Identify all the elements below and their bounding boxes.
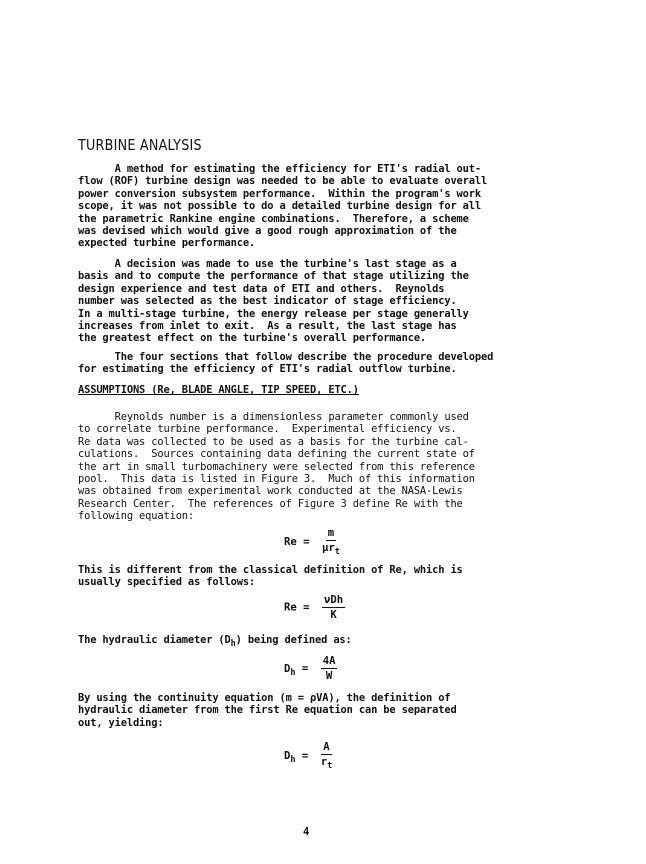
equation-re-classical [284, 594, 345, 621]
paragraph-intro: A method for estimating the efficiency for ETI's radial out- flow (ROF) turbine design was needed to be able to evaluate overall power conversion subsystem performance. Within the program's work scope, it was not possible to do a detailed turbine design for all the parametric Rankine engine combinations. Therefore, a scheme was devised which would give a good rough approximation of the expected turbine performance. [78, 163, 488, 250]
equation-fraction [322, 527, 340, 557]
lhs-main: D [284, 750, 291, 762]
equation-numerator: m [327, 527, 335, 539]
equation-lhs: Re [284, 536, 297, 548]
equation-equals: = [303, 601, 310, 614]
denominator-subscript: t [327, 761, 333, 771]
equation-fraction [321, 741, 333, 771]
paragraph-sections: The four sections that follow describe the procedure developed for estimating the efficiency of ETI's radial outflow turbine. [78, 351, 494, 376]
paragraph-decision: A decision was made to use the turbine's last stage as a basis and to compute the performance of that stage utilizing the design experience and test data of ETI and others. Reynolds number was selected as the best indicator of stage efficiency. In a multi-stage turbine, the energy release per stage generally increases from inlet to exit. As a result, the last stage has the greatest effect on the turbine's overall performance. [78, 258, 469, 345]
equation-lhs [284, 750, 296, 765]
denominator-main: μr [321, 542, 335, 554]
equation-equals: = [301, 750, 309, 762]
section-heading: TURBINE ANALYSIS [78, 136, 202, 154]
equation-equals: = [301, 662, 309, 675]
equation-numerator: 4A [322, 655, 336, 667]
equation-fraction [321, 655, 338, 682]
equation-denominator: W [325, 670, 333, 682]
page-number: 4 [303, 826, 310, 838]
equation-numerator: A [323, 741, 330, 753]
paragraph-classical: This is different from the classical definition of Re, which is usually specified as follows: [78, 564, 463, 589]
equation-denominator [321, 755, 333, 771]
hydraulic-text-before: The hydraulic diameter (D [78, 634, 231, 646]
equation-lhs [284, 662, 296, 678]
lhs-subscript: h [290, 667, 296, 678]
equation-re-definition [284, 527, 340, 557]
equation-equals: = [303, 536, 310, 548]
denominator-subscript: t [334, 547, 340, 557]
paragraph-reynolds: Reynolds number is a dimensionless parameter commonly used to correlate turbine performance. Experimental efficiency vs. Re data was collected to be used as a basis for the turbine cal- culations. Sources containing data defining the current state of the art in small turbomachinery were selected from this reference pool. This data is listed in Figure 3. Much of this information was obtained from experimental work conducted at the NASA-Lewis Research Center. The references of Figure 3 define Re with the following equation: [78, 411, 475, 523]
lhs-subscript: h [290, 755, 296, 765]
equation-hydraulic-diameter-derived [284, 741, 332, 771]
equation-denominator [322, 541, 340, 557]
paragraph-hydraulic [78, 634, 548, 650]
paragraph-continuity: By using the continuity equation (m = ρVA), the definition of hydraulic diameter from the first Re equation can be separated out, yielding: [78, 692, 457, 729]
subsection-heading: ASSUMPTIONS (Re, BLADE ANGLE, TIP SPEED, ETC.) [78, 384, 359, 396]
equation-fraction [322, 594, 345, 621]
hydraulic-text-subscript: h [230, 639, 236, 649]
denominator-main: r [320, 756, 328, 768]
lhs-main: D [284, 662, 291, 675]
equation-hydraulic-diameter [284, 655, 337, 682]
equation-lhs: Re [284, 601, 297, 614]
equation-denominator: K [330, 609, 337, 621]
equation-numerator: νDh [323, 594, 344, 606]
hydraulic-text-after: ) being defined as: [235, 634, 352, 646]
